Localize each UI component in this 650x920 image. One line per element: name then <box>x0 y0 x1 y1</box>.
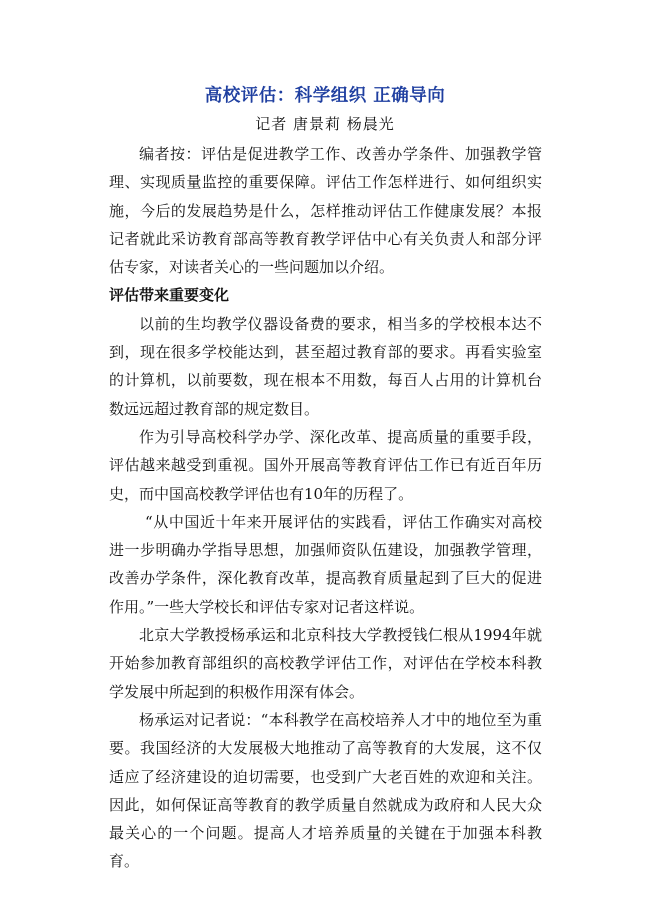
article-title: 高校评估：科学组织 正确导向 <box>204 86 446 106</box>
article-body <box>109 140 542 876</box>
body-paragraph: 杨承运对记者说：“本科教学在高校培养人才中的地位至为重要。我国经济的大发展极大地推动了高等教育的大发展，这不仅适应了经济建设的迫切需要，也受到广大老百姓的欢迎和关注。因此，如何保证高等教育的教学质量自然就成为政府和人民大众最关心的一个问题。提高人才培养质量的关键在于加强本科教育。 <box>109 710 542 871</box>
body-paragraph: 以前的生均教学仪器设备费的要求，相当多的学校根本达不到，现在很多学校能达到，甚至超过教育部的要求。再看实验室的计算机，以前要数，现在根本不用数，每百人占用的计算机台数远远超过教育部的规定数目。 <box>109 314 542 418</box>
editor-note: 编者按：评估是促进教学工作、改善办学条件、加强教学管理、实现质量监控的重要保障。评估工作怎样进行、如何组织实施，今后的发展趋势是什么，怎样推动评估工作健康发展？本报记者就此采访教育部高等教育教学评估中心有关负责人和部分评估专家，对读者关心的一些问题加以介绍。 <box>109 145 542 277</box>
body-paragraph: “从中国近十年来开展评估的实践看，评估工作确实对高校进一步明确办学指导思想，加强师资队伍建设，加强教学管理，改善办学条件，深化教育改革，提高教育质量起到了巨大的促进作用。”一些大学校长和评估专家对记者这样说。 <box>109 512 542 616</box>
article-byline: 记者 唐景莉 杨晨光 <box>255 115 395 133</box>
body-paragraph: 作为引导高校科学办学、深化改革、提高质量的重要手段，评估越来越受到重视。国外开展高等教育评估工作已有近百年历史，而中国高校教学评估也有10年的历程了。 <box>109 427 542 503</box>
body-paragraph: 北京大学教授杨承运和北京科技大学教授钱仁根从1994年就开始参加教育部组织的高校教学评估工作，对评估在学校本科教学发展中所起到的积极作用深有体会。 <box>109 626 542 701</box>
section-heading: 评估带来重要变化 <box>109 286 230 305</box>
